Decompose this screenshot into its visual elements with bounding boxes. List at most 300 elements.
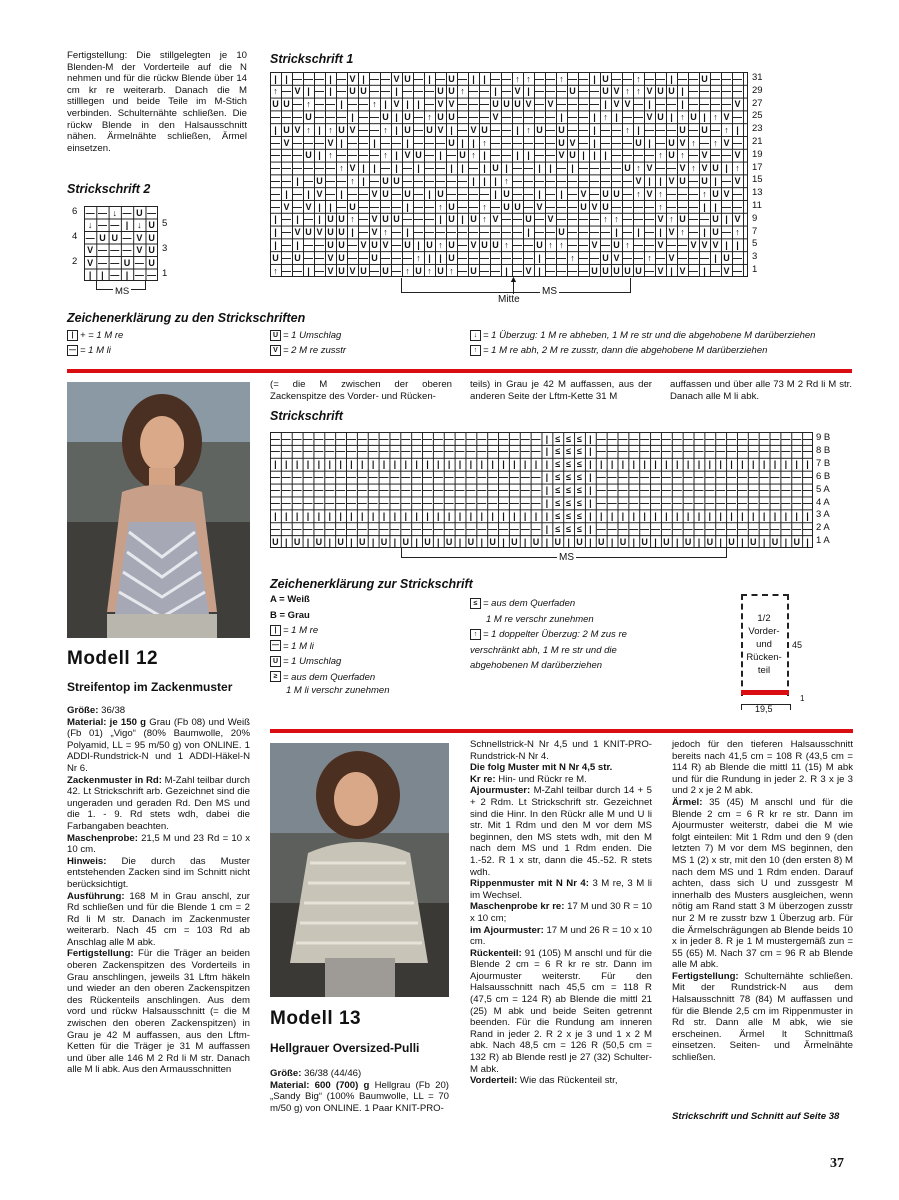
- chart-cell-symbol: |: [329, 201, 332, 212]
- chart-cell-symbol: —: [590, 86, 599, 97]
- chart-cell-symbol: U: [602, 265, 609, 276]
- legend2-m1k: ≤ = aus dem Querfaden: [470, 596, 680, 612]
- chart-cell-symbol: —: [480, 99, 489, 110]
- chart-cell-symbol: ↑: [372, 99, 377, 110]
- row-number: 19: [752, 148, 763, 160]
- chart-cell-symbol: —: [326, 99, 335, 110]
- chart-cell-symbol: —: [368, 485, 378, 496]
- chart-cell-symbol: —: [568, 239, 577, 250]
- chart-cell-symbol: —: [412, 446, 422, 457]
- chart-cell-symbol: —: [557, 201, 566, 212]
- chart-cell-symbol: —: [672, 472, 682, 483]
- chart-cell-symbol: —: [509, 433, 519, 444]
- chart-cell-symbol: V: [701, 163, 708, 174]
- chart-cell-symbol: |: [483, 150, 486, 161]
- chart-cell-symbol: U: [558, 227, 565, 238]
- chart-cell-symbol: —: [667, 201, 676, 212]
- chart-cell-symbol: —: [645, 227, 654, 238]
- chart-cell-symbol: ≤: [566, 510, 572, 521]
- chart-cell-symbol: V: [470, 239, 477, 250]
- chart-cell-symbol: V: [448, 99, 455, 110]
- chart-cell-symbol: —: [357, 446, 367, 457]
- chart-cell-symbol: —: [694, 433, 704, 444]
- legend2-yarnover: U = 1 Umschlag: [270, 654, 460, 670]
- chart-cell-symbol: —: [433, 446, 443, 457]
- chart-cell-symbol: |: [339, 459, 342, 470]
- chart-cell-symbol: ↑: [570, 252, 575, 263]
- chart-cell-symbol: |: [393, 536, 397, 547]
- chart-cell-symbol: —: [348, 99, 357, 110]
- chart-cell-symbol: —: [122, 232, 132, 243]
- chart-cell-symbol: V: [136, 245, 143, 255]
- row-number: 25: [752, 110, 763, 122]
- legend1-item-k2tog: V = 2 M re zusstr: [270, 343, 460, 358]
- chart-cell-symbol: —: [337, 73, 346, 84]
- chart-cell-symbol: —: [381, 201, 390, 212]
- chart-cell-symbol: —: [303, 485, 313, 496]
- chart-cell-symbol: ≤: [566, 523, 572, 534]
- yarnover-symbol-icon: U: [270, 656, 281, 667]
- chart-cell-symbol: V: [712, 239, 719, 250]
- chart-cell-symbol: U: [338, 227, 345, 238]
- chart-cell-symbol: ↑: [273, 265, 278, 276]
- chart-cell-symbol: |: [505, 163, 508, 174]
- chart-cell-symbol: —: [469, 227, 478, 238]
- chart-cell-symbol: —: [651, 433, 661, 444]
- chart-cell-symbol: U: [349, 86, 356, 97]
- chart-cell-symbol: |: [795, 459, 798, 470]
- chart-cell-symbol: —: [546, 188, 555, 199]
- chart-cell-symbol: —: [579, 227, 588, 238]
- chart-cell-symbol: U: [657, 86, 664, 97]
- chart-cell-symbol: —: [535, 214, 544, 225]
- chart-cell-symbol: —: [546, 227, 555, 238]
- chart-cell-symbol: —: [590, 175, 599, 186]
- chart-cell-symbol: —: [325, 433, 335, 444]
- chart-cell-symbol: —: [612, 150, 621, 161]
- chart-cell-symbol: |: [589, 459, 592, 470]
- chart-cell-symbol: —: [716, 433, 726, 444]
- chart-cell-symbol: ↑: [691, 163, 696, 174]
- chart-cell-symbol: |: [681, 86, 684, 97]
- chart-cell-symbol: —: [422, 433, 432, 444]
- chart-cell-symbol: —: [781, 433, 791, 444]
- row-number: 3: [752, 251, 758, 263]
- chart-cell-symbol: ↑: [724, 124, 729, 135]
- chart-cell-symbol: —: [436, 227, 445, 238]
- chart-cell-symbol: —: [634, 150, 643, 161]
- chart-cell-symbol: —: [392, 227, 401, 238]
- chart-cell-symbol: |: [461, 214, 464, 225]
- chart-cell-symbol: —: [733, 265, 742, 276]
- chart-cell-symbol: ↑: [658, 201, 663, 212]
- chart-cell-symbol: —: [612, 137, 621, 148]
- chart-cell-symbol: ↑: [460, 86, 465, 97]
- chart-cell-symbol: —: [414, 124, 423, 135]
- chart-cell-symbol: —: [683, 433, 693, 444]
- chart-cell-symbol: —: [433, 498, 443, 508]
- chart-cell-symbol: —: [390, 446, 400, 457]
- chart-cell-symbol: |: [589, 472, 592, 483]
- chart-cell-symbol: —: [623, 201, 632, 212]
- chart-cell-symbol: U: [437, 188, 444, 199]
- chart-cell-symbol: U: [448, 239, 455, 250]
- chart-cell-symbol: —: [304, 214, 313, 225]
- chart-cell-symbol: —: [502, 137, 511, 148]
- chart-cell-symbol: |: [406, 201, 409, 212]
- chart-cell-symbol: —: [455, 485, 465, 496]
- chart-cell-symbol: U: [536, 239, 543, 250]
- chart-cell-symbol: |: [545, 510, 549, 521]
- chart-cell-symbol: |: [296, 175, 299, 186]
- chart-cell-symbol: |: [480, 459, 484, 470]
- chart-cell-symbol: V: [136, 232, 143, 243]
- chart-cell-symbol: —: [97, 245, 107, 255]
- chart-cell-symbol: |: [784, 459, 788, 470]
- chart-cell-symbol: —: [480, 188, 489, 199]
- chart-cell-symbol: —: [425, 137, 434, 148]
- chart-cell-symbol: —: [498, 433, 508, 444]
- chart-cell-symbol: V: [690, 239, 697, 250]
- chart-cell-symbol: —: [716, 485, 726, 496]
- chart-cell-symbol: —: [618, 523, 628, 534]
- chart-cell-symbol: V: [668, 252, 675, 263]
- chart-cell-symbol: —: [304, 175, 313, 186]
- chart-cell-symbol: |: [88, 270, 92, 280]
- chart-cell-symbol: —: [488, 472, 498, 483]
- chart-cell-symbol: —: [325, 485, 335, 496]
- chart-cell-symbol: —: [458, 111, 467, 122]
- chart-cell-symbol: U: [602, 201, 609, 212]
- chart-cell-symbol: |: [513, 510, 516, 521]
- chart-cell-symbol: —: [683, 485, 693, 496]
- chart-cell-symbol: —: [293, 150, 302, 161]
- chart-cell-symbol: —: [568, 188, 577, 199]
- chart-cell-symbol: —: [304, 252, 313, 263]
- chart-cell-symbol: —: [531, 523, 541, 534]
- chart-cell-symbol: U: [668, 150, 675, 161]
- chart-cell-symbol: —: [596, 498, 606, 508]
- chart-cell-symbol: —: [304, 163, 313, 174]
- chart-cell-symbol: —: [414, 175, 423, 186]
- chart-cell-symbol: V: [646, 111, 653, 122]
- chart-cell-symbol: —: [722, 201, 731, 212]
- chart-cell-symbol: —: [480, 252, 489, 263]
- chart-cell-symbol: U: [360, 86, 367, 97]
- chart-cell-symbol: —: [781, 472, 791, 483]
- chart-cell-symbol: —: [381, 86, 390, 97]
- chart-cell-symbol: —: [315, 111, 324, 122]
- chart-cell-symbol: —: [425, 175, 434, 186]
- chart-cell-symbol: —: [568, 265, 577, 276]
- chart-cell-symbol: —: [607, 433, 617, 444]
- chart2-grid: [84, 206, 158, 281]
- chart-cell-symbol: —: [325, 498, 335, 508]
- chart-cell-symbol: U: [382, 265, 389, 276]
- chart-cell-symbol: —: [270, 472, 280, 483]
- chart-cell-symbol: U: [532, 536, 540, 547]
- chart-cell-symbol: —: [390, 498, 400, 508]
- chart-cell-symbol: —: [390, 485, 400, 496]
- chart-cell-symbol: ↑: [680, 227, 685, 238]
- chart-cell-symbol: —: [412, 472, 422, 483]
- paragraph: Fertigstellung: Für die Träger an beiden oberen Zackenspitzen des Vorderteils in Grau anschlingen, jeweils 31 Lftm häkeln und wieder an den oberen Zackenspitzen des Rückenteils anschlingen. Aus dem vord und rückw Halsausschnitt (= die M zwischen den oberen Zackenspitzen) in Grau je 42 M auffassen, aus den Lftm-Ketten für die Träger je 31 M auffassen und über alle 146 M 2 Rd li M str. Danach alle M li abk. Aus den Armausschnitten: [67, 948, 250, 1076]
- chart-cell-symbol: —: [770, 498, 780, 508]
- chart-cell-symbol: —: [491, 201, 500, 212]
- chart-cell-symbol: —: [520, 433, 530, 444]
- chart-cell-symbol: V: [525, 99, 532, 110]
- chart-cell-symbol: |: [523, 510, 527, 521]
- chart-cell-symbol: |: [686, 459, 690, 470]
- chart-cell-symbol: |: [350, 510, 353, 521]
- chart-cell-symbol: |: [447, 510, 451, 521]
- chart-cell-symbol: |: [317, 459, 321, 470]
- chart-cell-symbol: U: [619, 536, 627, 547]
- chart-cell-symbol: —: [656, 99, 665, 110]
- chart-cell-symbol: —: [513, 239, 522, 250]
- chart-cell-symbol: |: [773, 459, 777, 470]
- chart-cell-symbol: |: [589, 523, 592, 534]
- chart-cell-symbol: |: [762, 459, 766, 470]
- chart-cell-symbol: —: [447, 227, 456, 238]
- chart-cell-symbol: —: [634, 214, 643, 225]
- chart-cell-symbol: —: [645, 201, 654, 212]
- chart-cell-symbol: |: [494, 86, 497, 97]
- chart-cell-symbol: —: [414, 73, 423, 84]
- chart-cell-symbol: —: [770, 433, 780, 444]
- chart-cell-symbol: —: [466, 523, 476, 534]
- chart-cell-symbol: |: [274, 459, 277, 470]
- chart-cell-symbol: —: [546, 175, 555, 186]
- chart-cell-symbol: ↑: [713, 111, 718, 122]
- legend2-right: [470, 596, 680, 674]
- model13-figure-icon: [270, 743, 449, 997]
- chart-cell-symbol: V: [635, 175, 642, 186]
- chart-cell-symbol: —: [293, 111, 302, 122]
- chart-cell-symbol: U: [525, 214, 532, 225]
- chart-cell-symbol: U: [148, 245, 155, 255]
- chart-cell-symbol: ↑: [735, 163, 740, 174]
- chart-cell-symbol: |: [361, 510, 364, 521]
- chart-cell-symbol: U: [771, 536, 779, 547]
- chart-cell-symbol: |: [306, 459, 310, 470]
- chart-cell-symbol: —: [304, 239, 313, 250]
- chart-cell-symbol: U: [613, 188, 620, 199]
- chart-cell-symbol: |: [329, 73, 332, 84]
- chart-cell-symbol: U: [99, 232, 106, 243]
- chart-cell-symbol: —: [672, 446, 682, 457]
- chart-cell-symbol: |: [681, 99, 684, 110]
- chart-cell-symbol: —: [535, 99, 544, 110]
- model13-photo: [270, 743, 449, 997]
- chart-cell-symbol: —: [336, 485, 346, 496]
- chart-cell-symbol: —: [359, 137, 368, 148]
- chart-cell-symbol: —: [447, 150, 456, 161]
- chart-cell-symbol: —: [770, 485, 780, 496]
- schematic-width: 19,5: [755, 704, 773, 714]
- chart-cell-symbol: |: [708, 510, 712, 521]
- chart-cell-symbol: —: [477, 446, 487, 457]
- row-number: 5: [752, 238, 758, 250]
- chart-cell-symbol: —: [629, 433, 639, 444]
- chart-cell-symbol: —: [348, 188, 357, 199]
- legend1-item-yarnover: U = 1 Umschlag: [270, 328, 460, 343]
- chart-cell-symbol: —: [469, 111, 478, 122]
- chart-cell-symbol: |: [725, 163, 728, 174]
- chart-cell-symbol: —: [303, 472, 313, 483]
- chart-cell-symbol: ≤: [577, 523, 582, 534]
- chart-cell-symbol: —: [770, 523, 780, 534]
- chart-cell-symbol: —: [568, 175, 577, 186]
- chart-cell-symbol: |: [730, 510, 733, 521]
- chart-cell-symbol: —: [447, 188, 456, 199]
- chart-cell-symbol: —: [803, 433, 813, 444]
- chart-cell-symbol: —: [425, 150, 434, 161]
- chart-cell-symbol: —: [727, 485, 737, 496]
- chart-cell-symbol: |: [730, 459, 733, 470]
- chart-cell-symbol: —: [271, 163, 280, 174]
- chart-cell-symbol: U: [371, 252, 378, 263]
- chart-cell-symbol: —: [596, 472, 606, 483]
- chart-cell-symbol: U: [554, 536, 562, 547]
- chart-cell-symbol: U: [380, 536, 388, 547]
- chart-cell-symbol: —: [477, 485, 487, 496]
- chart-cell-symbol: |: [274, 227, 277, 238]
- paragraph: Vorderteil: Wie das Rückenteil str,: [470, 1075, 618, 1087]
- chart-cell-symbol: V: [536, 201, 543, 212]
- chart-cell-symbol: —: [689, 201, 698, 212]
- chart-cell-symbol: |: [527, 86, 530, 97]
- chart-cell-symbol: —: [346, 498, 356, 508]
- chart-cell-symbol: —: [509, 485, 519, 496]
- chart-cell-symbol: —: [346, 472, 356, 483]
- chart-cell-symbol: —: [672, 523, 682, 534]
- chart-cell-symbol: —: [326, 188, 335, 199]
- chart-cell-symbol: —: [579, 163, 588, 174]
- chart-cell-symbol: —: [357, 433, 367, 444]
- chart-cell-symbol: |: [469, 459, 473, 470]
- chart-cell-symbol: —: [737, 433, 747, 444]
- model12-figure-icon: [67, 382, 250, 638]
- chart-cell-symbol: —: [705, 446, 715, 457]
- chart-cell-symbol: —: [596, 523, 606, 534]
- chart-cell-symbol: —: [557, 86, 566, 97]
- chart-cell-symbol: ≤: [555, 523, 561, 534]
- chart-cell-symbol: —: [403, 252, 412, 263]
- chart-cell-symbol: ≤: [566, 485, 572, 496]
- chart-cell-symbol: —: [466, 485, 476, 496]
- chart-cell-symbol: —: [634, 99, 643, 110]
- chart-cell-symbol: |: [567, 536, 570, 547]
- chart-cell-symbol: —: [546, 201, 555, 212]
- chart-cell-symbol: —: [282, 163, 291, 174]
- chart-cell-symbol: |: [648, 137, 651, 148]
- chart-cell-symbol: |: [545, 472, 549, 483]
- chart-cell-symbol: —: [401, 472, 411, 483]
- chart-cell-symbol: |: [589, 485, 592, 496]
- chart-cell-symbol: —: [271, 175, 280, 186]
- chart-cell-symbol: |: [516, 150, 519, 161]
- chart-cell-symbol: —: [557, 214, 566, 225]
- chart-cell-symbol: —: [667, 99, 676, 110]
- chart-cell-symbol: U: [536, 124, 543, 135]
- chart-cell-symbol: |: [415, 536, 418, 547]
- chart-cell-symbol: —: [414, 227, 423, 238]
- chart-cell-symbol: —: [414, 86, 423, 97]
- chart-cell-symbol: —: [282, 175, 291, 186]
- paragraph: Maschenprobe: 21,5 M und 23 Rd = 10 x 10 cm.: [67, 832, 250, 856]
- chart-cell-symbol: |: [697, 510, 701, 521]
- chart-cell-symbol: |: [393, 459, 397, 470]
- chart-cell-symbol: V: [371, 214, 378, 225]
- chart-cell-symbol: —: [403, 86, 412, 97]
- chart-cell-symbol: U: [402, 536, 409, 547]
- chart-cell-symbol: —: [292, 485, 302, 496]
- chart-cell-symbol: |: [632, 459, 636, 470]
- chart-cell-symbol: —: [282, 239, 291, 250]
- chart-cell-symbol: —: [694, 472, 704, 483]
- chart-cell-symbol: —: [618, 498, 628, 508]
- chart-cell-symbol: |: [483, 163, 486, 174]
- chart-cell-symbol: U: [503, 201, 510, 212]
- chart-cell-symbol: —: [281, 446, 291, 457]
- chart-cell-symbol: —: [651, 498, 661, 508]
- chart-cell-symbol: —: [716, 498, 726, 508]
- chart-cell-symbol: —: [509, 472, 519, 483]
- chart-cell-symbol: |: [784, 536, 788, 547]
- paragraph: Material: 600 (700) g Hellgrau (Fb 20) „Sandy Big“ (100% Baumwolle, LL = 70 m/50 g) von ONLINE. 1 Paar KNIT-PRO-: [270, 1079, 450, 1114]
- chart-cell-symbol: —: [689, 227, 698, 238]
- chart-cell-symbol: |: [382, 459, 386, 470]
- row-number: 4 A: [816, 496, 830, 508]
- chart-cell-symbol: |: [637, 124, 640, 135]
- chart-cell-symbol: —: [640, 433, 650, 444]
- chart-cell-symbol: ≤: [577, 510, 582, 521]
- chart-cell-symbol: —: [502, 73, 511, 84]
- chart-cell-symbol: —: [314, 523, 324, 534]
- chart-cell-symbol: |: [296, 239, 299, 250]
- chart-cell-symbol: ↓: [87, 220, 93, 230]
- chart-cell-symbol: —: [134, 257, 144, 268]
- chart-cell-symbol: ≤: [577, 446, 582, 457]
- chart-cell-symbol: |: [395, 150, 398, 161]
- chart-cell-symbol: —: [579, 137, 588, 148]
- chart-cell-symbol: —: [568, 124, 577, 135]
- chart-cell-symbol: |: [549, 163, 552, 174]
- chart-cell-symbol: —: [477, 523, 487, 534]
- chart-cell-symbol: —: [568, 111, 577, 122]
- row-number: 3 A: [816, 509, 830, 521]
- chart-cell-symbol: —: [733, 86, 742, 97]
- chart-cell-symbol: —: [661, 498, 671, 508]
- chart-cell-symbol: —: [458, 227, 467, 238]
- chart-cell-symbol: V: [327, 252, 334, 263]
- chart-cell-symbol: V: [668, 227, 675, 238]
- chart-cell-symbol: —: [683, 472, 693, 483]
- chart-cell-symbol: —: [524, 111, 533, 122]
- chart-cell-symbol: —: [678, 252, 687, 263]
- chart-cell-symbol: |: [295, 459, 299, 470]
- chart-cell-symbol: —: [722, 73, 731, 84]
- chart-cell-symbol: —: [629, 446, 639, 457]
- chart-cell-symbol: —: [689, 265, 698, 276]
- chart-cell-symbol: ≤: [577, 498, 582, 508]
- chart-cell-symbol: —: [392, 252, 401, 263]
- chart-cell-symbol: —: [455, 446, 465, 457]
- chart-cell-symbol: U: [470, 214, 477, 225]
- chart-cell-symbol: ↑: [603, 111, 608, 122]
- chart-cell-symbol: —: [315, 86, 324, 97]
